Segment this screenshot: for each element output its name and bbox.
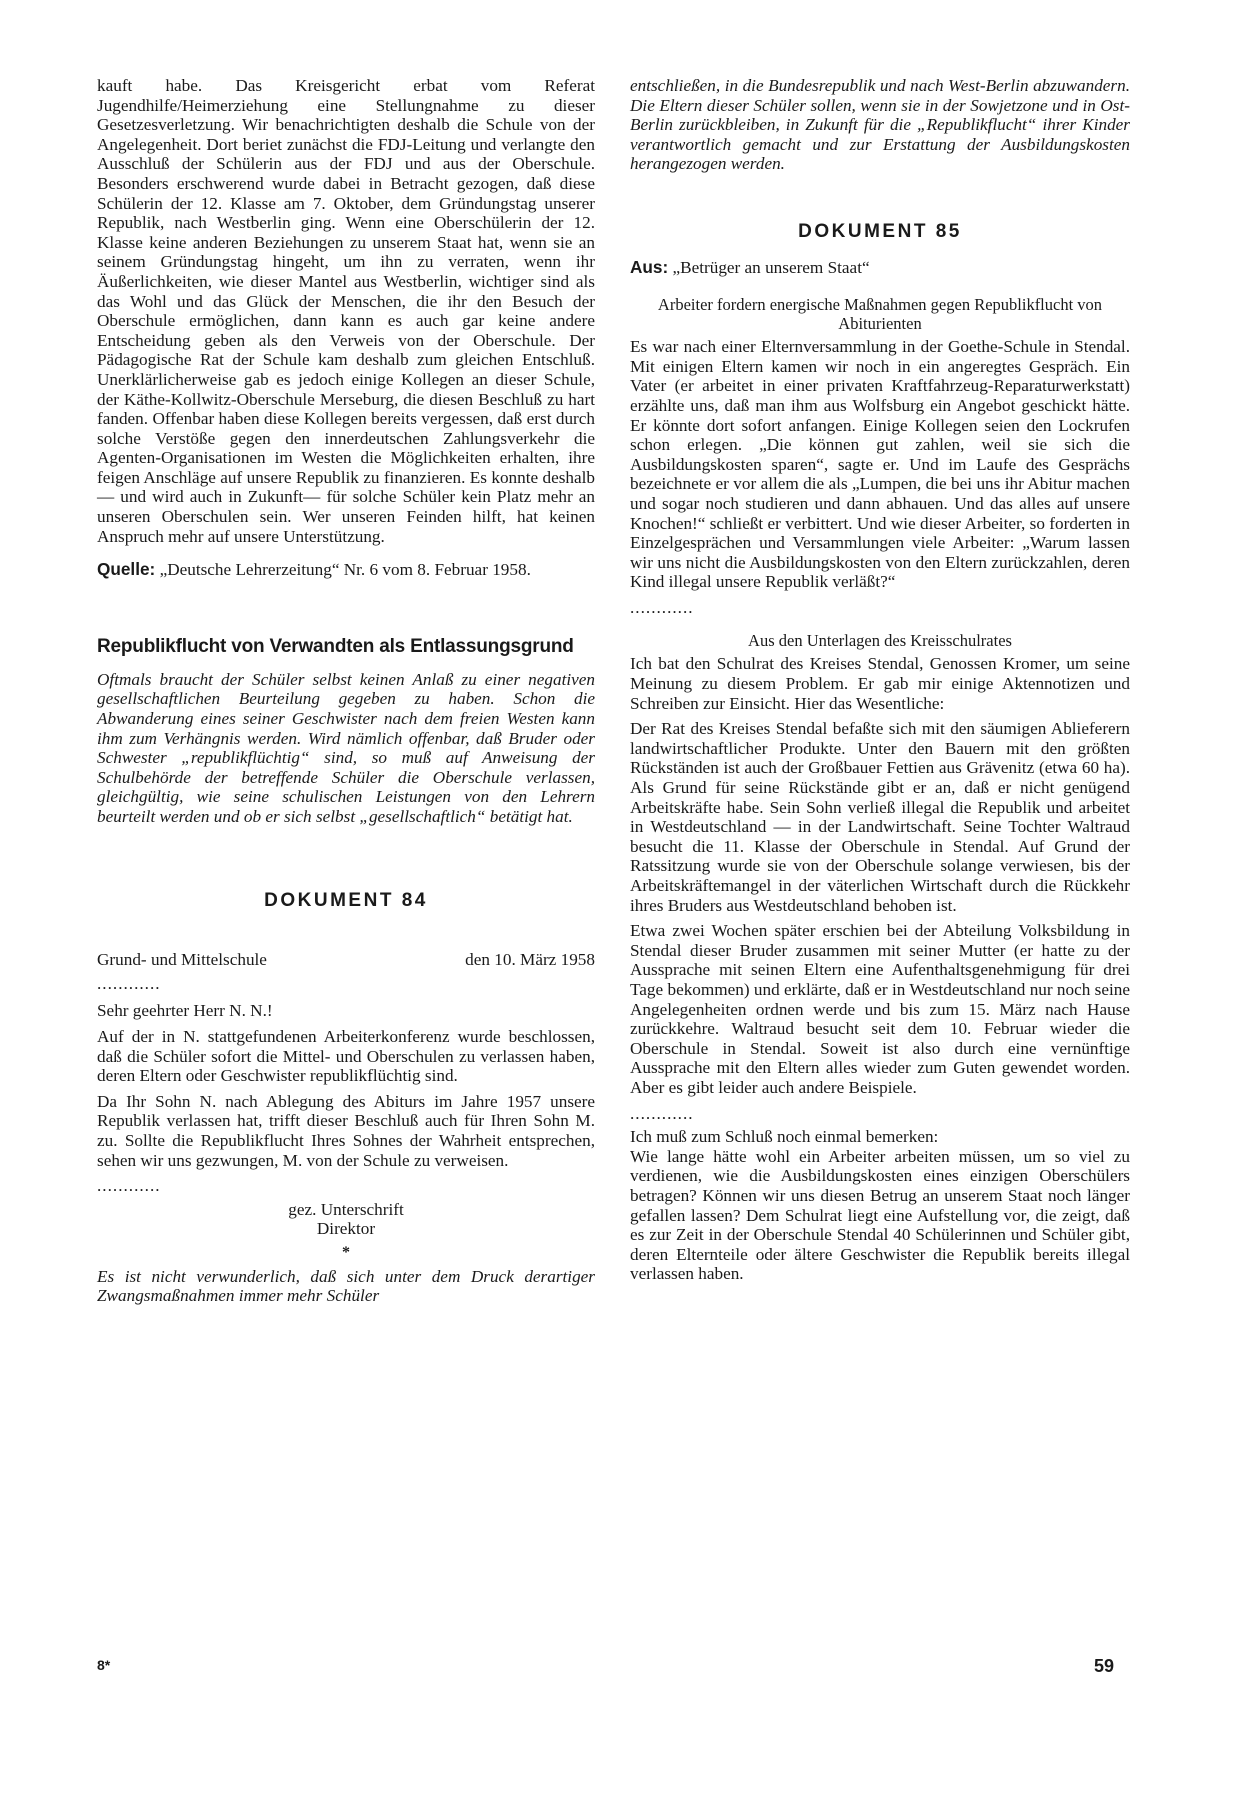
ellipsis-dots: ............ [630, 597, 694, 617]
source-label: Quelle: [97, 559, 156, 580]
ellipsis-dots: ............ [630, 1103, 694, 1123]
source-line [630, 258, 1130, 278]
subheading: Arbeiter fordern energische Maßnahmen gegen Republikflucht von Abiturienten [657, 295, 1103, 334]
section-title: Republikflucht von Verwandten als Entlassungsgrund [97, 635, 574, 657]
paragraph: Der Rat des Kreises Stendal befaßte sich mit den säumigen Ablieferern landwirtschaftlicher Produkte. Unter den Bauern mit den größten Rückständen ist auch der Großbauer Fettien aus Grävenitz (etwa 60 ha). Als Grund für seine Rückstände gibt er an, daß er nicht genügend Arbeitskräfte habe. Sein Sohn verließ illegal die Republik und arbeitet in Westdeutschland — in der Landwirtschaft. Seine Tochter Waltraud besucht die 11. Klasse der Oberschule in Stendal. Auf Grund der Ratssitzung wurde sie von der Oberschule solange verwiesen, bis der Arbeitskräftemangel in der väterlichen Wirtschaft durch die Rückkehr ihres Bruders aus Westdeutschland behoben ist. [630, 719, 1130, 915]
paragraph: Es war nach einer Elternversammlung in der Goethe-Schule in Stendal. Mit einigen Eltern kamen wir noch in ein angeregtes Gespräch. Ein Vater (er arbeitet in einer privaten Kraftfahrzeug-Reparaturwerkstatt) erzählte uns, daß man ihm aus Wolfsburg ein Angebot geschickt hätte. Er könnte dort sofort anfangen. Einige Kollegen seien den Lockrufen schon erlegen. „Die können gut zahlen, weil sie sich die Ausbildungskosten sparen“, sagte er. Und im Laufe des Gesprächs bezeichnete er vor allem die als „Lumpen, die bei uns ihr Abitur machen und sogar noch studieren und dann abhauen. Und das alles auf unsere Knochen!“ schließt er verbittert. Und wie dieser Arbeiter, so forderten in Einzelgesprächen und Versammlungen viele Arbeiter: „Warum lassen wir uns nicht die Ausbildungskosten von den Eltern zurückzahlen, deren Kind illegal unsere Republik verläßt?“ [630, 337, 1130, 592]
subheading: Aus den Unterlagen des Kreisschulrates [748, 631, 1012, 651]
paragraph: kauft habe. Das Kreisgericht erbat vom Referat Jugendhilfe/Heimerziehung eine Stellungnahme zu dieser Gesetzesverletzung. Wir benachrichtigten deshalb die Schule von der Angelegenheit. Dort beriet zunächst die FDJ-Leitung und verlangte den Ausschluß der Schülerin aus der FDJ und aus der Oberschule. Besonders erschwerend wurde dabei in Betracht gezogen, daß diese Schülerin der 12. Klasse am 7. Oktober, dem Gründungstag unserer Republik, nach Westberlin ging. Wenn eine Oberschülerin der 12. Klasse keine anderen Beziehungen zu unserem Staat hat, wenn sie an seinem Gründungstag hingeht, um ihn zu verraten, wenn ihr Äußerlichkeiten, wie dieser Mantel aus Westberlin, wichtiger sind als das Wohl und das Glück der Menschen, die ihr den Besuch der Oberschule ermöglichen, dann kann es auch gar keine andere Entscheidung geben als den Verweis von der Oberschule. Der Pädagogische Rat der Schule kam deshalb zum gleichen Entschluß. Unerklärlicherweise gab es jedoch einige Kollegen an dieser Schule, der Käthe-Kollwitz-Oberschule Merseburg, die diesen Beschluß zu hart fanden. Offenbar haben diese Kollegen bereits vergessen, daß erst durch solche Verstöße gegen den innerdeutschen Zahlungsverkehr die Agenten-Organisationen im Westen die Möglichkeiten erhalten, ihre feigen Anschläge auf unsere Republik zu finanzieren. Es konnte deshalb — und wird auch in Zukunft— für solche Schüler kein Platz mehr an unseren Oberschulen sein. Wer unseren Feinden hilft, hat keinen Anspruch mehr auf unsere Unterstützung. [97, 76, 595, 546]
ellipsis-dots: ............ [97, 973, 161, 993]
right-column [630, 76, 1130, 1290]
letter-sender: Grund- und Mittelschule [97, 950, 267, 970]
document-85-title: DOKUMENT 85 [798, 220, 962, 242]
aus-label: Aus: [630, 256, 669, 277]
signature-role: Direktor [316, 1219, 376, 1239]
source-note [97, 560, 595, 580]
document-84-title: DOKUMENT 84 [264, 889, 428, 911]
letter-salutation: Sehr geehrter Herr N. N.! [97, 1001, 273, 1021]
closing-text: Es ist nicht verwunderlich, daß sich unter dem Druck derartiger Zwangsmaßnahmen immer mehr Schüler [97, 1266, 595, 1306]
aus-text: „Betrüger an unserem Staat“ [672, 257, 870, 277]
paragraph: Etwa zwei Wochen später erschien bei der Abteilung Volksbildung in Stendal dieser Bruder zusammen mit seiner Mutter (er hatte zu der Aussprache mit seinen Eltern eine Aufenthaltsgenehmigung für drei Tage bekommen) und erklärte, daß er in Westdeutschland nur noch seine Angelegenheiten ordnen werde und bis zum 15. März nach Hause zurückkehre. Waltraud besucht seit dem 10. Februar wieder die Oberschule in Stendal. Soweit ist also durch eine vernünftige Aussprache mit den Eltern alles wieder zum Guten gewendet worden. Aber es gibt leider auch andere Beispiele. [630, 921, 1130, 1097]
section-intro: Oftmals braucht der Schüler selbst keinen Anlaß zu einer negativen gesellschaftlichen Beurteilung gegeben zu haben. Schon die Abwanderung eines seiner Geschwister nach dem freien Westen kann ihm zum Verhängnis werden. Wird nämlich offenbar, daß Bruder oder Schwester „republikflüchtig“ sind, so muß auf Anweisung der Schulbehörde der betreffende Schüler die Oberschule verlassen, gleichgültig, wie seine schulischen Leistungen von den Lehrern beurteilt werden und ob er sich selbst „gesellschaftlich“ betätigt hat. [97, 669, 595, 826]
continued-intro: entschließen, in die Bundesrepublik und nach West-Berlin abzuwandern. Die Eltern dieser Schüler sollen, wenn sie in der Sowjetzone und in Ost-Berlin zurückbleiben, in Zukunft für die „Republikflucht“ ihrer Kinder verantwortlich gemacht und zur Erstattung der Ausbildungskosten herangezogen werden. [630, 76, 1130, 174]
star-separator: * [342, 1243, 350, 1261]
page-number: 59 [1094, 1656, 1115, 1676]
letter-paragraph: Auf der in N. stattgefundenen Arbeiterkonferenz wurde beschlossen, daß die Schüler sofort die Mittel- und Oberschulen zu verlassen haben, deren Eltern oder Geschwister republikflüchtig sind. [97, 1026, 595, 1086]
signature: gez. Unterschrift [288, 1199, 404, 1219]
signature-mark: 8* [97, 1657, 111, 1673]
letter-paragraph: Da Ihr Sohn N. nach Ablegung des Abiturs im Jahre 1957 unsere Republik verlassen hat, trifft dieser Beschluß auch für Ihren Sohn M. zu. Sollte die Republikflucht Ihres Sohnes der Wahrheit entsprechen, sehen wir uns gezwungen, M. von der Schule zu verweisen. [97, 1091, 595, 1170]
letter-header [97, 950, 595, 970]
letter-date: den 10. März 1958 [465, 950, 595, 970]
left-column [97, 76, 595, 1312]
paragraph: Ich bat den Schulrat des Kreises Stendal, Genossen Kromer, um seine Meinung zu diesem Problem. Er gab mir einige Aktennotizen und Schreiben zur Einsicht. Hier das Wesentliche: [630, 654, 1130, 713]
paragraph: Wie lange hätte wohl ein Arbeiter arbeiten müssen, um so viel zu verdienen, wie die Ausbildungskosten eines einzigen Oberschülers betragen? Können wir uns diesen Betrug an unserem Staat noch länger gefallen lassen? Dem Schulrat liegt eine Aufstellung vor, die zeigt, daß es zur Zeit in der Oberschule Stendal 40 Schülerinnen und Schüler gibt, deren Elternteile oder ältere Geschwister die Republik bereits illegal verlassen haben. [630, 1146, 1130, 1284]
ellipsis-dots: ............ [97, 1176, 161, 1196]
source-text: „Deutsche Lehrerzeitung“ Nr. 6 vom 8. Februar 1958. [159, 560, 531, 580]
paragraph: Ich muß zum Schluß noch einmal bemerken: [630, 1127, 939, 1147]
